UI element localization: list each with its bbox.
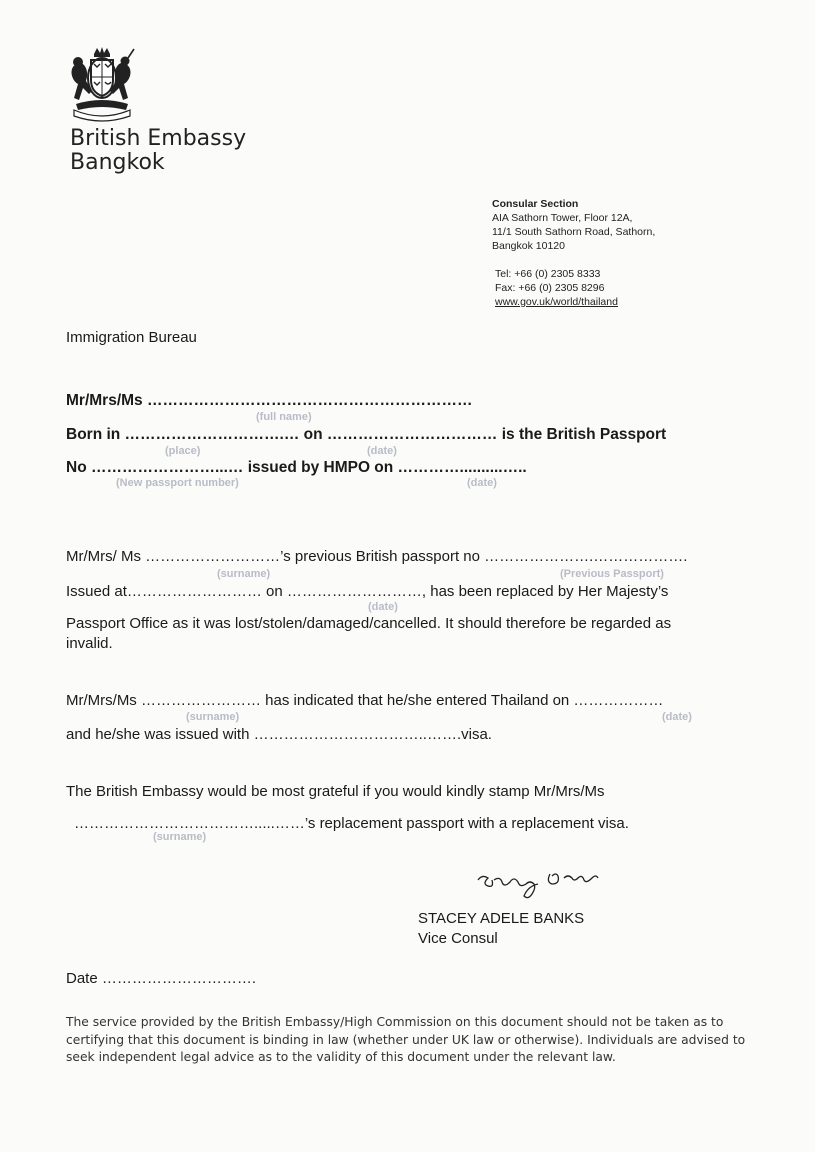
replaced-date-hint: (date) bbox=[368, 601, 398, 613]
new-passport-number-hint: (New passport number) bbox=[116, 477, 239, 489]
replacement-passport-line: ……………………………….....……’s replacement passport with a replacement visa. bbox=[74, 815, 629, 832]
place-hint: (place) bbox=[165, 445, 201, 457]
birth-date-hint: (date) bbox=[367, 445, 397, 457]
birth-line: Born in ………………………….… on …………………………… is the British Passport bbox=[66, 426, 667, 443]
royal-coat-of-arms-icon bbox=[62, 44, 142, 124]
visa-line: and he/she was issued with ……………………………..…….visa. bbox=[66, 726, 492, 743]
previous-passport-hint: (Previous Passport) bbox=[560, 568, 664, 580]
embassy-name bbox=[70, 127, 246, 175]
embassy-name-line1: British Embassy bbox=[70, 126, 247, 151]
date-line: Date …………………………. bbox=[66, 970, 257, 987]
surname-hint-2: (surname) bbox=[186, 711, 240, 723]
embassy-name-line2: Bangkok bbox=[70, 150, 165, 175]
contact-details bbox=[495, 267, 618, 309]
recipient: Immigration Bureau bbox=[66, 329, 197, 346]
address-line3: Bangkok 10120 bbox=[492, 240, 565, 252]
issue-date-hint: (date) bbox=[467, 477, 497, 489]
consular-address bbox=[492, 197, 655, 253]
passport-number-line: No ……………………...… issued by HMPO on …………..........….. bbox=[66, 459, 527, 476]
address-line2: 11/1 South Sathorn Road, Sathorn, bbox=[492, 226, 656, 238]
issued-at-line: Issued at……………………… on ………………………, has been replaced by Her Majesty’s bbox=[66, 583, 669, 600]
previous-passport-line: Mr/Mrs/ Ms ………………………’s previous British passport no ………………….………………. bbox=[66, 548, 688, 565]
signatory-name: STACEY ADELE BANKS bbox=[418, 910, 585, 927]
signatory-title: Vice Consul bbox=[418, 930, 498, 947]
telephone: Tel: +66 (0) 2305 8333 bbox=[495, 268, 601, 280]
full-name-hint: (full name) bbox=[256, 411, 312, 423]
handwritten-signature-icon bbox=[472, 862, 612, 902]
address-line1: AIA Sathorn Tower, Floor 12A, bbox=[492, 212, 633, 224]
fax: Fax: +66 (0) 2305 8296 bbox=[495, 282, 605, 294]
website-link[interactable]: www.gov.uk/world/thailand bbox=[495, 296, 618, 308]
invalid-line: invalid. bbox=[66, 635, 113, 652]
disclaimer: The service provided by the British Embassy/High Commission on this document should not be taken as to certifying that this document is binding in law (whether under UK law or otherwise). Individuals are advised to seek independent legal advice as to the validity of this document under the relevant law. bbox=[66, 1015, 746, 1064]
surname-hint-3: (surname) bbox=[153, 831, 207, 843]
consular-section-heading: Consular Section bbox=[492, 198, 579, 210]
request-line: The British Embassy would be most grateful if you would kindly stamp Mr/Mrs/Ms bbox=[66, 783, 605, 800]
entry-line: Mr/Mrs/Ms …………………… has indicated that he/she entered Thailand on ……………… bbox=[66, 692, 664, 709]
holder-name-line: Mr/Mrs/Ms ……………………………………………………… bbox=[66, 392, 473, 409]
surname-hint-1: (surname) bbox=[217, 568, 271, 580]
replacement-reason-line: Passport Office as it was lost/stolen/damaged/cancelled. It should therefore be regarded as bbox=[66, 615, 672, 632]
entry-date-hint: (date) bbox=[662, 711, 692, 723]
